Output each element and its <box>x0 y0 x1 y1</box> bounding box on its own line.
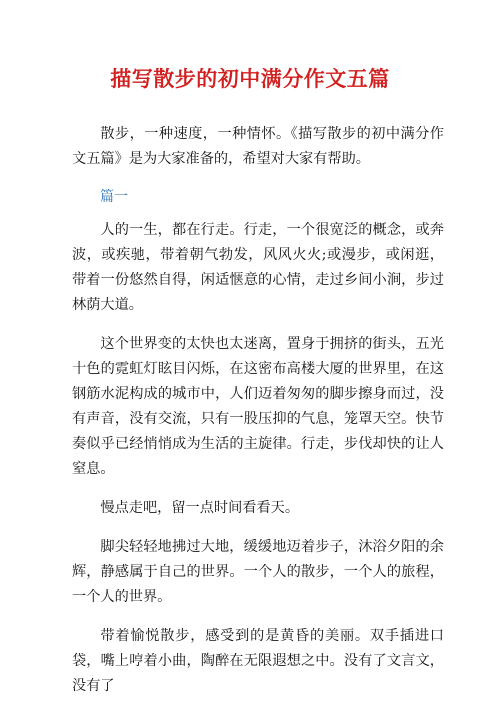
paragraph-5: 带着愉悦散步，感受到的是黄昏的美丽。双手插进口袋，嘴上哼着小曲，陶醉在无限遐想之中。没有了文言文，没有了 <box>72 628 444 694</box>
article-body <box>72 122 444 713</box>
paragraph-4: 脚尖轻轻地拂过大地，缓缓地迈着步子，沐浴夕阳的余辉，静感属于自己的世界。一个人的散步，一个人的旅程，一个人的世界。 <box>72 539 444 605</box>
paragraph-1: 人的一生，都在行走。行走，一个很宽泛的概念，或奔波，或疾驰，带着朝气勃发，风风火火;或漫步，或闲逛，带着一份悠然自得，闲适惬意的心情，走过乡间小涧，步过林荫大道。 <box>72 222 444 313</box>
page-title: 描写散步的初中满分作文五篇 <box>110 67 390 91</box>
paragraph-2: 这个世界变的太快也太迷离，置身于拥挤的街头，五光十色的霓虹灯眩目闪烁，在这密布高楼大厦的世界里，在这钢筋水泥构成的城市中，人们迈着匆匆的脚步擦身而过，没有声音，没有交流，只有一股压抑的气息，笼罩天空。快节奏似乎已经悄悄成为生活的主旋律。行走，步伐却快的让人窒息。 <box>72 336 444 477</box>
intro-paragraph: 散步，一种速度，一种情怀。《描写散步的初中满分作文五篇》是为大家准备的，希望对大家有帮助。 <box>72 126 444 167</box>
section-heading: 篇一 <box>100 189 128 205</box>
paragraph-3: 慢点走吧，留一点时间看看天。 <box>100 500 300 516</box>
